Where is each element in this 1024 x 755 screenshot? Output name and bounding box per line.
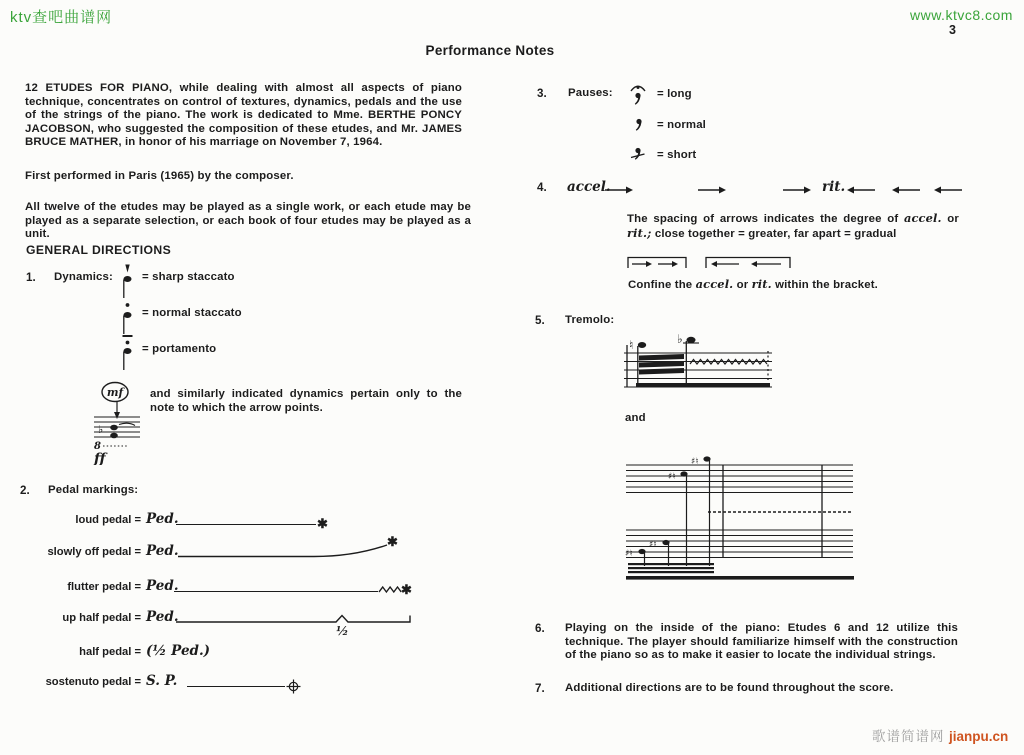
item-7-text: Additional directions are to be found throughout the score. — [565, 682, 894, 694]
half-pedal-label: half pedal = — [79, 646, 141, 658]
left-arrow-icon — [934, 185, 962, 195]
item-7-number: 7. — [535, 682, 545, 695]
sharp-sign-icon: ♯♮ — [668, 472, 676, 482]
sharp-sign-icon: ♯♮ — [691, 457, 699, 467]
sostenuto-pedal-label: sostenuto pedal = — [45, 676, 141, 688]
rit-inline-label: rit.; — [627, 225, 652, 240]
long-pause-desc: = long — [657, 88, 692, 100]
general-directions-heading: GENERAL DIRECTIONS — [26, 243, 172, 257]
intro-paragraph: 12 ETUDES FOR PIANO, while dealing with almost all aspects of piano technique, concentrates on control of textures, dynamics, pedals and the use of the strings of the piano. The work is dedicated to Mme. BERTHE PONCY JACOBSON, who suggested the composition of these etudes, and Mr. JAMES BRUCE MATHER, in honor of his marriage on November 7, 1964. — [25, 82, 462, 149]
sostenuto-end-icon — [286, 679, 301, 694]
left-arrow-icon — [847, 185, 875, 195]
slowly-off-pedal-symbol: Ped. — [146, 543, 179, 559]
item-1-label: Dynamics: — [54, 271, 113, 283]
normal-pause-desc: = normal — [657, 119, 706, 131]
normal-staccato-desc: = normal staccato — [142, 307, 242, 319]
left-arrow-icon — [892, 185, 920, 195]
half-pedal-symbol: (½ Ped.) — [146, 643, 211, 659]
item-2-number: 2. — [20, 484, 30, 497]
right-arrow-icon — [783, 185, 811, 195]
right-arrow-icon — [698, 185, 726, 195]
accel-label: accel. — [567, 179, 611, 195]
all-twelve-paragraph: All twelve of the etudes may be played as a single work, or each etude may be played as a separate selection, or each book of four etudes may be played as a unit. — [25, 201, 471, 241]
dynamics-note-text: and similarly indicated dynamics pertain only to the note to which the arrow points. — [150, 388, 462, 414]
half-fraction-label: ½ — [336, 624, 349, 638]
item-6-number: 6. — [535, 622, 545, 635]
tremolo-example-1 — [622, 331, 776, 393]
confine-note — [628, 278, 958, 293]
rit-label: rit. — [822, 179, 846, 195]
flutter-pedal-label: flutter pedal = — [67, 581, 141, 593]
slowly-off-pedal-label: slowly off pedal = — [47, 546, 141, 558]
octave-sign-label: 8 — [94, 441, 101, 452]
portamento-note-icon — [119, 333, 135, 371]
accel-inline-label: accel. — [903, 211, 942, 225]
pedal-release-icon: ✱ — [317, 516, 328, 531]
item-3-label: Pauses: — [568, 87, 613, 99]
confine-note-text: or — [733, 279, 752, 291]
rit-bracket-icon — [705, 255, 791, 270]
short-pause-icon — [629, 143, 647, 165]
loud-pedal-symbol: Ped. — [146, 511, 179, 527]
item-6-text: Playing on the inside of the piano: Etudes 6 and 12 utilize this technique. The player should familiarize himself with the construction of the piano so as to make it easier to locate the individual strings. — [565, 622, 958, 662]
flutter-pedal-symbol: Ped. — [146, 578, 179, 594]
up-half-pedal-label: up half pedal = — [62, 612, 141, 624]
right-arrow-icon — [605, 185, 633, 195]
item-3-number: 3. — [537, 87, 547, 100]
up-half-pedal-symbol: Ped. — [146, 609, 179, 625]
page-title: Performance Notes — [425, 43, 555, 58]
slowly-off-pedal-line — [178, 543, 390, 559]
watermark-bottom-right — [872, 725, 1008, 746]
spacing-note-text: or — [941, 213, 959, 225]
loud-pedal-label: loud pedal = — [75, 514, 141, 526]
normal-pause-icon — [630, 114, 648, 136]
flutter-zigzag-icon — [378, 584, 402, 594]
watermark-top-left: ktv查吧曲谱网 — [10, 9, 113, 26]
accel-inline-label: accel. — [695, 277, 734, 291]
spacing-note-text: The spacing of arrows indicates the degree of — [627, 213, 904, 225]
sharp-staccato-desc: = sharp staccato — [142, 271, 235, 283]
tremolo-example-2 — [620, 448, 857, 584]
item-5-label: Tremolo: — [565, 314, 615, 326]
up-half-pedal-line — [176, 611, 416, 625]
and-label: and — [625, 412, 646, 424]
pedal-release-icon: ✱ — [387, 534, 398, 549]
watermark-site-name: 歌谱简谱网 — [872, 729, 945, 744]
item-2-label: Pedal markings: — [48, 484, 139, 496]
dynamics-music-example — [92, 381, 144, 465]
item-1-number: 1. — [26, 271, 36, 284]
confine-note-text: Confine the — [628, 279, 696, 291]
flutter-pedal-line — [174, 590, 378, 592]
ff-dynamic-label: ff — [94, 451, 106, 465]
sostenuto-pedal-symbol: S. P. — [146, 673, 178, 689]
spacing-note-text: close together = greater, far apart = gradual — [651, 227, 897, 240]
sostenuto-pedal-line — [187, 685, 285, 687]
watermark-top-right: www.ktvc8.com — [910, 7, 1013, 23]
accel-bracket-icon — [627, 255, 687, 270]
arrow-spacing-note — [627, 212, 959, 241]
long-pause-icon — [629, 80, 647, 106]
item-5-number: 5. — [535, 314, 545, 327]
page-number: 3 — [949, 23, 956, 37]
mf-dynamic-label: mf — [106, 386, 124, 399]
portamento-desc: = portamento — [142, 343, 217, 355]
flat-sign-icon: ♭ — [98, 423, 104, 436]
natural-sign-icon: ♮ — [629, 338, 634, 352]
sharp-sign-icon: ♯♮ — [649, 540, 657, 550]
rit-inline-label: rit. — [751, 277, 772, 291]
sharp-sign-icon: ♯♮ — [625, 549, 633, 559]
short-pause-desc: = short — [657, 149, 697, 161]
first-performed-paragraph: First performed in Paris (1965) by the composer. — [25, 170, 294, 182]
loud-pedal-line — [176, 523, 316, 525]
sharp-staccato-note-icon — [119, 261, 135, 299]
confine-note-text: within the bracket. — [771, 279, 878, 291]
watermark-site-link: jianpu.cn — [948, 729, 1009, 744]
pedal-release-icon: ✱ — [401, 582, 412, 597]
flat-sign-icon: ♭ — [677, 332, 683, 346]
normal-staccato-note-icon — [119, 297, 135, 335]
item-4-number: 4. — [537, 181, 547, 194]
